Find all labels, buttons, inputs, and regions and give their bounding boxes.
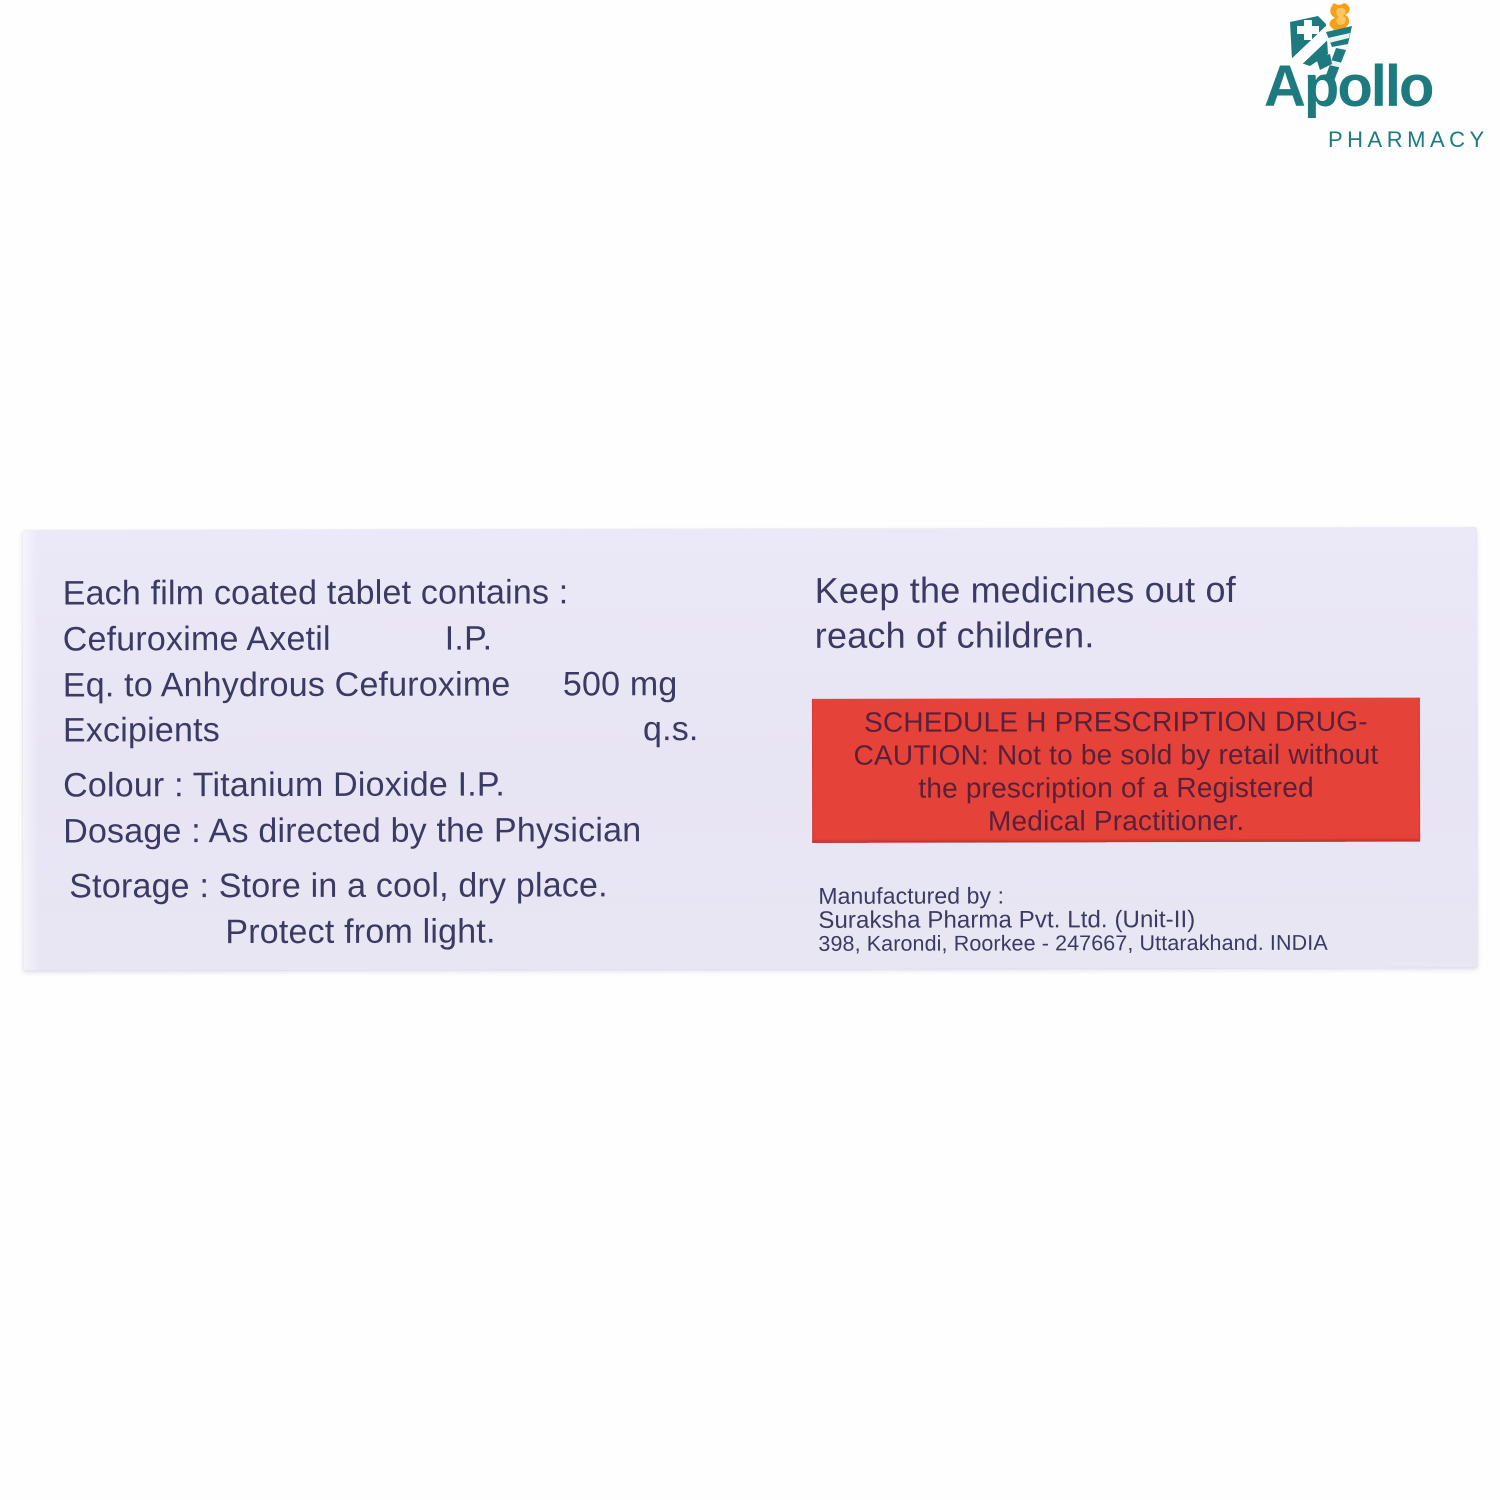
manufacturer-label: Manufactured by : [818, 882, 1005, 909]
brand-subtitle: PHARMACY [1328, 127, 1489, 152]
ingredient-name: Cefuroxime Axetil [62, 619, 331, 659]
storage-line-2: Protect from light. [225, 912, 496, 952]
ingredient-standard: I.P. [444, 619, 493, 658]
manufacturer-address: 398, Karondi, Roorkee - 247667, Uttarakhand. INDIA [818, 930, 1328, 956]
schedule-h-warning-box [812, 698, 1420, 843]
equivalent-label: Eq. to Anhydrous Cefuroxime [62, 665, 511, 705]
storage-line-1: Storage : Store in a cool, dry place. [69, 866, 608, 906]
schedule-warning-line: SCHEDULE H PRESCRIPTION DRUG- [864, 705, 1368, 738]
brand-name: Apollo [1264, 54, 1433, 119]
keep-away-line-2: reach of children. [814, 614, 1095, 656]
schedule-warning-line: the prescription of a Registered [918, 771, 1314, 804]
composition-heading: Each film coated tablet contains : [62, 573, 569, 613]
schedule-warning-line: CAUTION: Not to be sold by retail without [853, 738, 1379, 771]
keep-away-line-1: Keep the medicines out of [814, 568, 1236, 611]
schedule-warning-line: Medical Practitioner. [987, 804, 1245, 837]
carton-panel [23, 527, 1478, 970]
dosage-line: Dosage : As directed by the Physician [63, 811, 642, 851]
manufacturer-name: Suraksha Pharma Pvt. Ltd. (Unit-II) [818, 906, 1196, 934]
excipients-label: Excipients [62, 711, 220, 750]
excipients-value: q.s. [642, 710, 699, 749]
colour-line: Colour : Titanium Dioxide I.P. [63, 765, 506, 805]
equivalent-value: 500 mg [562, 665, 678, 704]
apollo-pharmacy-logo [1256, 0, 1496, 170]
